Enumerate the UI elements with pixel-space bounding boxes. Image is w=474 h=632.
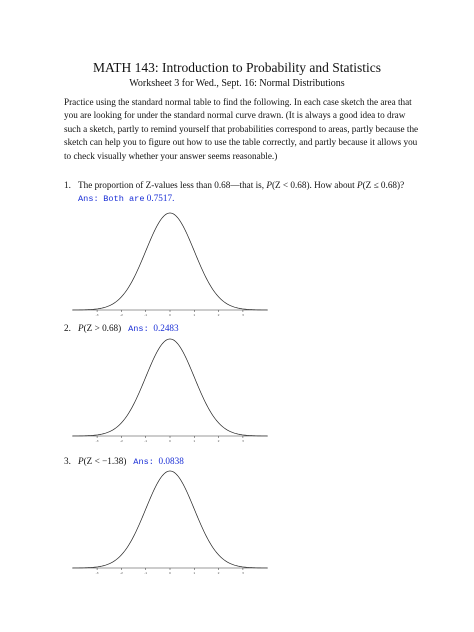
instructions-line: you are looking for under the standard normal curve drawn. (It is always a good idea to draw — [64, 110, 406, 121]
axis-tick-label: 3 — [241, 571, 244, 575]
axis-tick-label: 1 — [193, 571, 196, 575]
density-curve — [73, 471, 267, 568]
answer-1 — [78, 193, 174, 204]
normal-curve-3 — [70, 466, 270, 578]
axis-tick-label: 3 — [241, 439, 244, 443]
answer-label: Ans: — [128, 324, 149, 334]
axis-tick-label: -3 — [95, 313, 99, 317]
prob-symbol: P — [266, 180, 272, 190]
question-number: 3. — [64, 456, 71, 466]
answer-value: 0.2483 — [153, 323, 179, 333]
normal-curve-2 — [70, 334, 270, 446]
axis-tick-label: -1 — [144, 439, 148, 443]
axis-tick-label: -3 — [95, 571, 99, 575]
answer-label: Ans: — [78, 194, 99, 204]
question-expression: (Z > 0.68) — [83, 323, 122, 333]
question-1 — [64, 180, 404, 190]
prob-symbol: P — [78, 323, 84, 333]
instructions-paragraph — [64, 96, 419, 163]
question-expression: (Z < −1.38) — [83, 456, 127, 466]
instructions-line: such a sketch, partly to remind yourself that probabilities correspond to areas, partly because the — [64, 123, 419, 134]
axis-tick-label: 0 — [169, 439, 171, 443]
axis-tick-label: 2 — [217, 313, 220, 317]
answer-value: 0.0838 — [158, 456, 184, 466]
axis-tick-label: -1 — [144, 313, 148, 317]
answer-label: Ans: — [133, 457, 154, 467]
question-expression: (Z < 0.68). How about — [271, 180, 357, 190]
axis-tick-label: 1 — [193, 439, 196, 443]
worksheet-title: MATH 143: Introduction to Probability and Statistics — [93, 60, 381, 75]
axis-tick-label: 1 — [193, 313, 196, 317]
question-number: 2. — [64, 323, 71, 333]
axis-tick-label: 2 — [217, 571, 220, 575]
instructions-line: Practice using the standard normal table to find the following. In each case sketch the area that — [64, 97, 412, 107]
axis-tick-label: 3 — [241, 313, 244, 317]
answer-prefix: Both are — [103, 194, 145, 204]
axis-tick-label: 0 — [169, 571, 171, 575]
question-2 — [64, 323, 179, 334]
prob-symbol: P — [357, 180, 363, 190]
instructions-line: sketch can help you to figure out how to use the table correctly, and partly because it allows you — [64, 137, 418, 148]
normal-curve-1 — [70, 208, 270, 320]
answer-value: 0.7517. — [146, 193, 175, 203]
instructions-line: to check visually whether your answer seems reasonable.) — [64, 150, 278, 161]
question-number: 1. — [64, 180, 71, 190]
axis-tick-label: -2 — [119, 439, 123, 443]
axis-tick-label: 0 — [169, 313, 171, 317]
axis-tick-label: -3 — [95, 439, 99, 443]
question-text: The proportion of Z-values less than 0.68—that is, — [78, 180, 267, 190]
worksheet-subtitle: Worksheet 3 for Wed., Sept. 16: Normal Distributions — [129, 78, 345, 89]
question-expression: (Z ≤ 0.68)? — [362, 180, 405, 190]
axis-tick-label: -2 — [119, 313, 123, 317]
axis-tick-label: 2 — [217, 439, 220, 443]
prob-symbol: P — [78, 456, 84, 466]
axis-tick-label: -1 — [144, 571, 148, 575]
axis-tick-label: -2 — [119, 571, 123, 575]
density-curve — [73, 339, 267, 436]
density-curve — [73, 213, 267, 310]
